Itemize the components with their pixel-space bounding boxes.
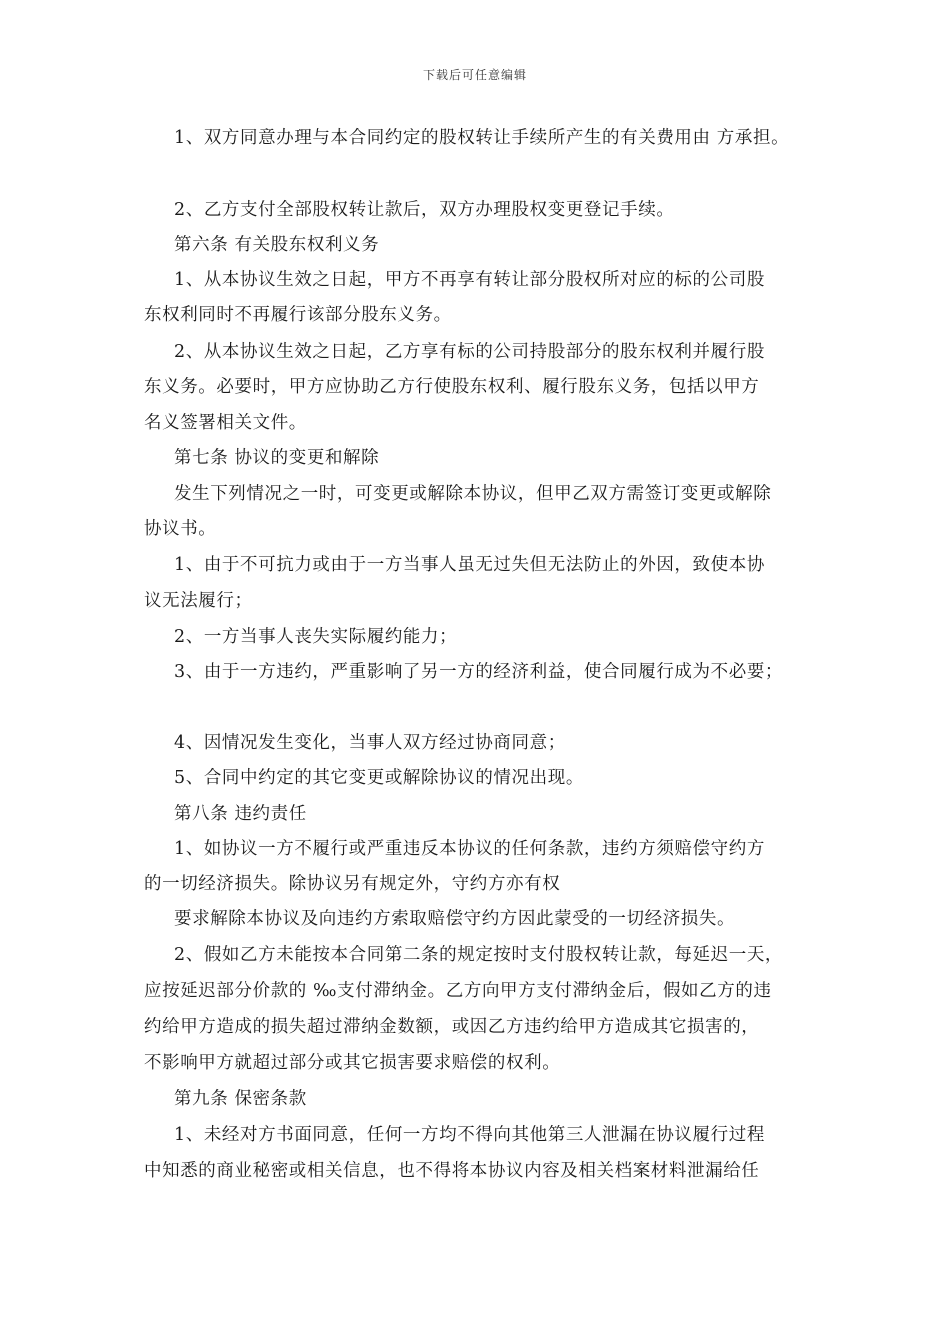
- paragraph-line: 1、从本协议生效之日起，甲方不再享有转让部分股权所对应的标的公司股: [174, 270, 765, 290]
- paragraph-line: 议无法履行；: [144, 591, 253, 611]
- paragraph-line: 东义务。必要时，甲方应协助乙方行使股东权利、履行股东义务，包括以甲方: [144, 377, 760, 397]
- page-header: 下载后可任意编辑: [422, 68, 527, 82]
- article-heading: 第八条 违约责任: [174, 804, 307, 824]
- paragraph-line: 5、合同中约定的其它变更或解除协议的情况出现。: [174, 768, 584, 788]
- paragraph-line: 1、未经对方书面同意，任何一方均不得向其他第三人泄漏在协议履行过程: [174, 1125, 765, 1145]
- paragraph-line: 的一切经济损失。除协议另有规定外，守约方亦有权: [144, 874, 561, 894]
- paragraph-line: 应按延迟部分价款的 ‰支付滞纳金。乙方向甲方支付滞纳金后，假如乙方的违: [144, 981, 772, 1001]
- paragraph-line: 东权利同时不再履行该部分股东义务。: [144, 305, 452, 325]
- paragraph-line: 发生下列情况之一时，可变更或解除本协议，但甲乙双方需签订变更或解除: [174, 484, 772, 504]
- paragraph-line: 1、由于不可抗力或由于一方当事人虽无过失但无法防止的外因，致使本协: [174, 555, 765, 575]
- paragraph-line: 中知悉的商业秘密或相关信息，也不得将本协议内容及相关档案材料泄漏给任: [144, 1161, 760, 1181]
- paragraph-line: 要求解除本协议及向违约方索取赔偿守约方因此蒙受的一切经济损失。: [174, 909, 736, 929]
- paragraph-line: 1、双方同意办理与本合同约定的股权转让手续所产生的有关费用由 方承担。: [174, 128, 790, 148]
- article-heading: 第九条 保密条款: [174, 1089, 307, 1109]
- paragraph-line: 4、因情况发生变化，当事人双方经过协商同意；: [174, 733, 566, 753]
- paragraph-line: 2、从本协议生效之日起，乙方享有标的公司持股部分的股东权利并履行股: [174, 342, 765, 362]
- paragraph-line: 约给甲方造成的损失超过滞纳金数额，或因乙方违约给甲方造成其它损害的，: [144, 1017, 760, 1037]
- article-heading: 第六条 有关股东权利义务: [174, 235, 380, 255]
- paragraph-line: 协议书。: [144, 519, 217, 539]
- paragraph-line: 2、假如乙方未能按本合同第二条的规定按时支付股权转让款，每延迟一天，: [174, 945, 784, 965]
- paragraph-line: 名义签署相关文件。: [144, 413, 307, 433]
- paragraph-line: 2、乙方支付全部股权转让款后，双方办理股权变更登记手续。: [174, 200, 675, 220]
- paragraph-line: 2、一方当事人丧失实际履约能力；: [174, 627, 458, 647]
- paragraph-line: 不影响甲方就超过部分或其它损害要求赔偿的权利。: [144, 1053, 561, 1073]
- paragraph-line: 3、由于一方违约，严重影响了另一方的经济利益，使合同履行成为不必要；: [174, 662, 784, 682]
- paragraph-line: 1、如协议一方不履行或严重违反本协议的任何条款，违约方须赔偿守约方: [174, 839, 765, 859]
- article-heading: 第七条 协议的变更和解除: [174, 448, 380, 468]
